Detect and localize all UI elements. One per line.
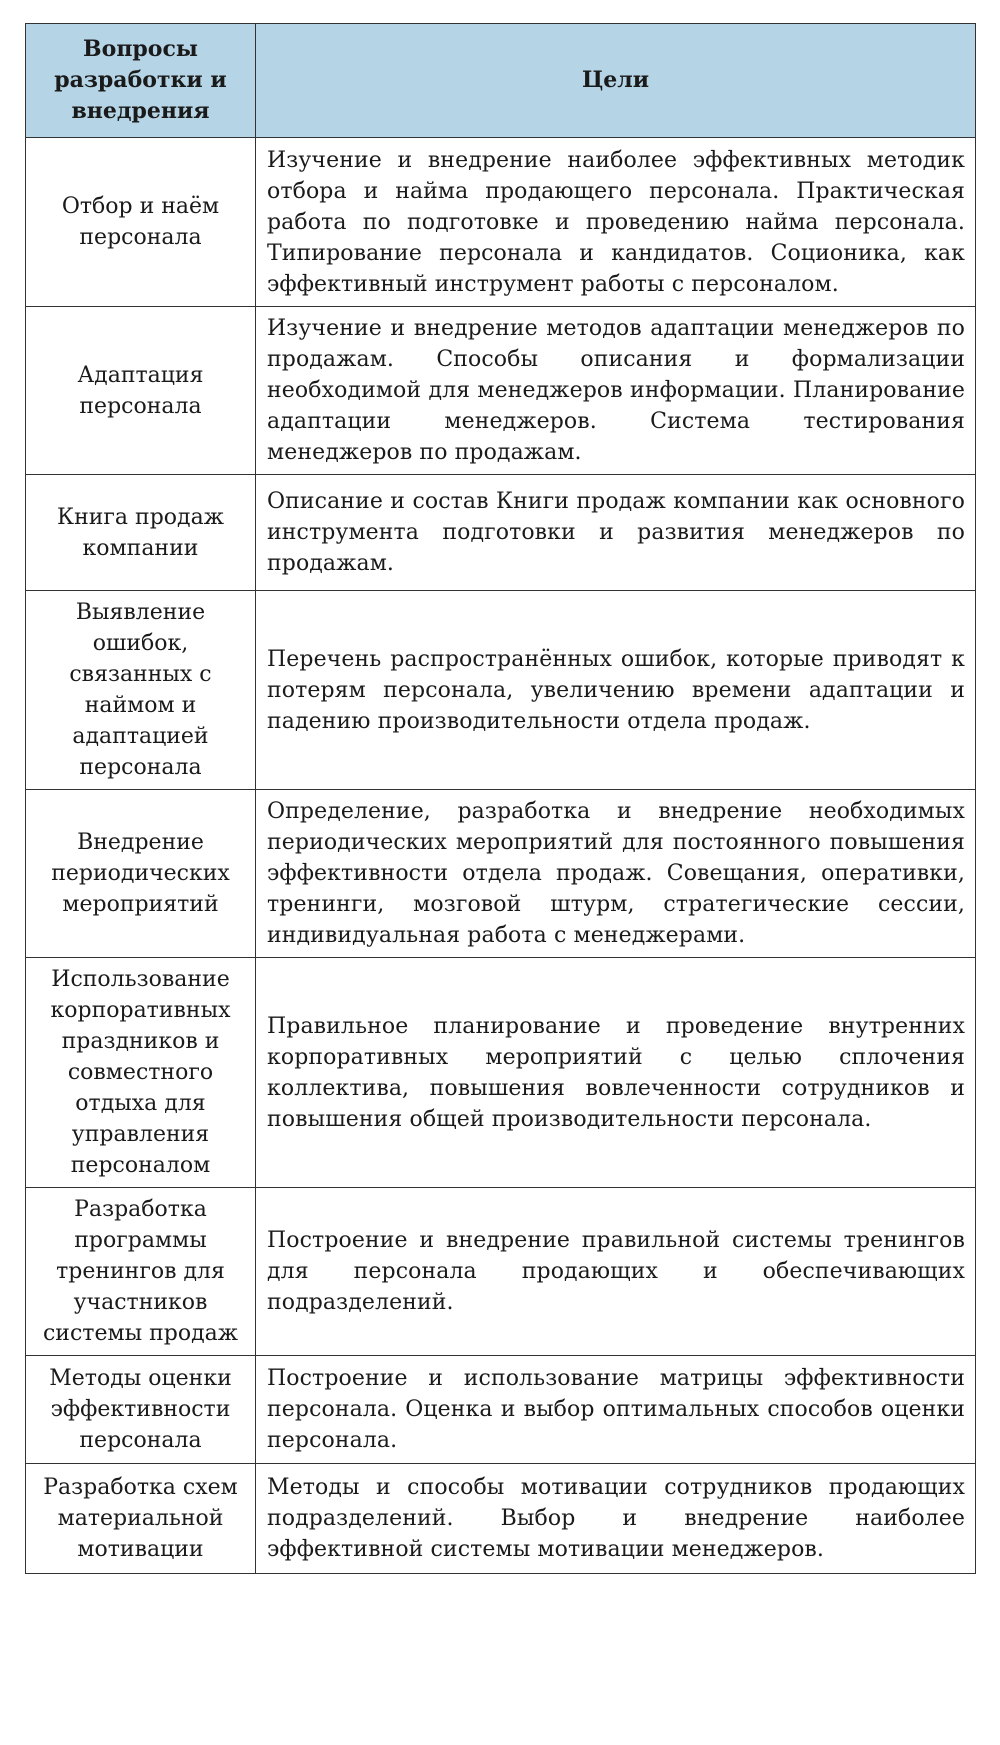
table-row (26, 1464, 976, 1574)
goal-cell: Построение и использование матрицы эффективности персонала. Оценка и выбор оптимальных способов оценки персонала. (256, 1356, 976, 1464)
question-cell: Разработка программы тренингов для участников системы продаж (26, 1188, 256, 1356)
question-cell: Использование корпоративных праздников и совместного отдыха для управления персоналом (26, 958, 256, 1188)
header-row (26, 24, 976, 138)
goal-cell: Изучение и внедрение наиболее эффективных методик отбора и найма продающего персонала. Практическая работа по подготовке и проведению найма персонала. Типирование персонала и кандидатов. Соционика, как эффективный инструмент работы с персоналом. (256, 138, 976, 307)
goal-cell: Правильное планирование и проведение внутренних корпоративных мероприятий с целью сплочения коллектива, повышения вовлеченности сотрудников и повышения общей производительности персонала. (256, 958, 976, 1188)
table-row (26, 138, 976, 307)
question-cell: Отбор и наём персонала (26, 138, 256, 307)
question-cell: Методы оценки эффективности персонала (26, 1356, 256, 1464)
table-row (26, 307, 976, 475)
table-row (26, 591, 976, 790)
goal-cell: Методы и способы мотивации сотрудников продающих подразделений. Выбор и внедрение наиболее эффективной системы мотивации менеджеров. (256, 1464, 976, 1574)
question-cell: Книга продаж компании (26, 475, 256, 591)
table-row (26, 475, 976, 591)
table-row (26, 1188, 976, 1356)
table-row (26, 790, 976, 958)
table-body (26, 138, 976, 1574)
goal-cell: Перечень распространённых ошибок, которые приводят к потерям персонала, увеличению времени адаптации и падению производительности отдела продаж. (256, 591, 976, 790)
question-cell: Внедрение периодических мероприятий (26, 790, 256, 958)
table-header (26, 24, 976, 138)
goal-cell: Определение, разработка и внедрение необходимых периодических мероприятий для постоянного повышения эффективности отдела продаж. Совещания, оперативки, тренинги, мозговой штурм, стратегические сессии, индивидуальная работа с менеджерами. (256, 790, 976, 958)
table-row (26, 1356, 976, 1464)
goal-cell: Построение и внедрение правильной системы тренингов для персонала продающих и обеспечивающих подразделений. (256, 1188, 976, 1356)
goals-table-container (25, 23, 975, 1574)
question-cell: Адаптация персонала (26, 307, 256, 475)
goal-cell: Описание и состав Книги продаж компании как основного инструмента подготовки и развития менеджеров по продажам. (256, 475, 976, 591)
question-cell: Выявление ошибок, связанных с наймом и адаптацией персонала (26, 591, 256, 790)
header-questions: Вопросы разработки и внедрения (26, 24, 256, 138)
goal-cell: Изучение и внедрение методов адаптации менеджеров по продажам. Способы описания и формализации необходимой для менеджеров информации. Планирование адаптации менеджеров. Система тестирования менеджеров по продажам. (256, 307, 976, 475)
question-cell: Разработка схем материальной мотивации (26, 1464, 256, 1574)
goals-table (25, 23, 976, 1574)
table-row (26, 958, 976, 1188)
header-goals: Цели (256, 24, 976, 138)
